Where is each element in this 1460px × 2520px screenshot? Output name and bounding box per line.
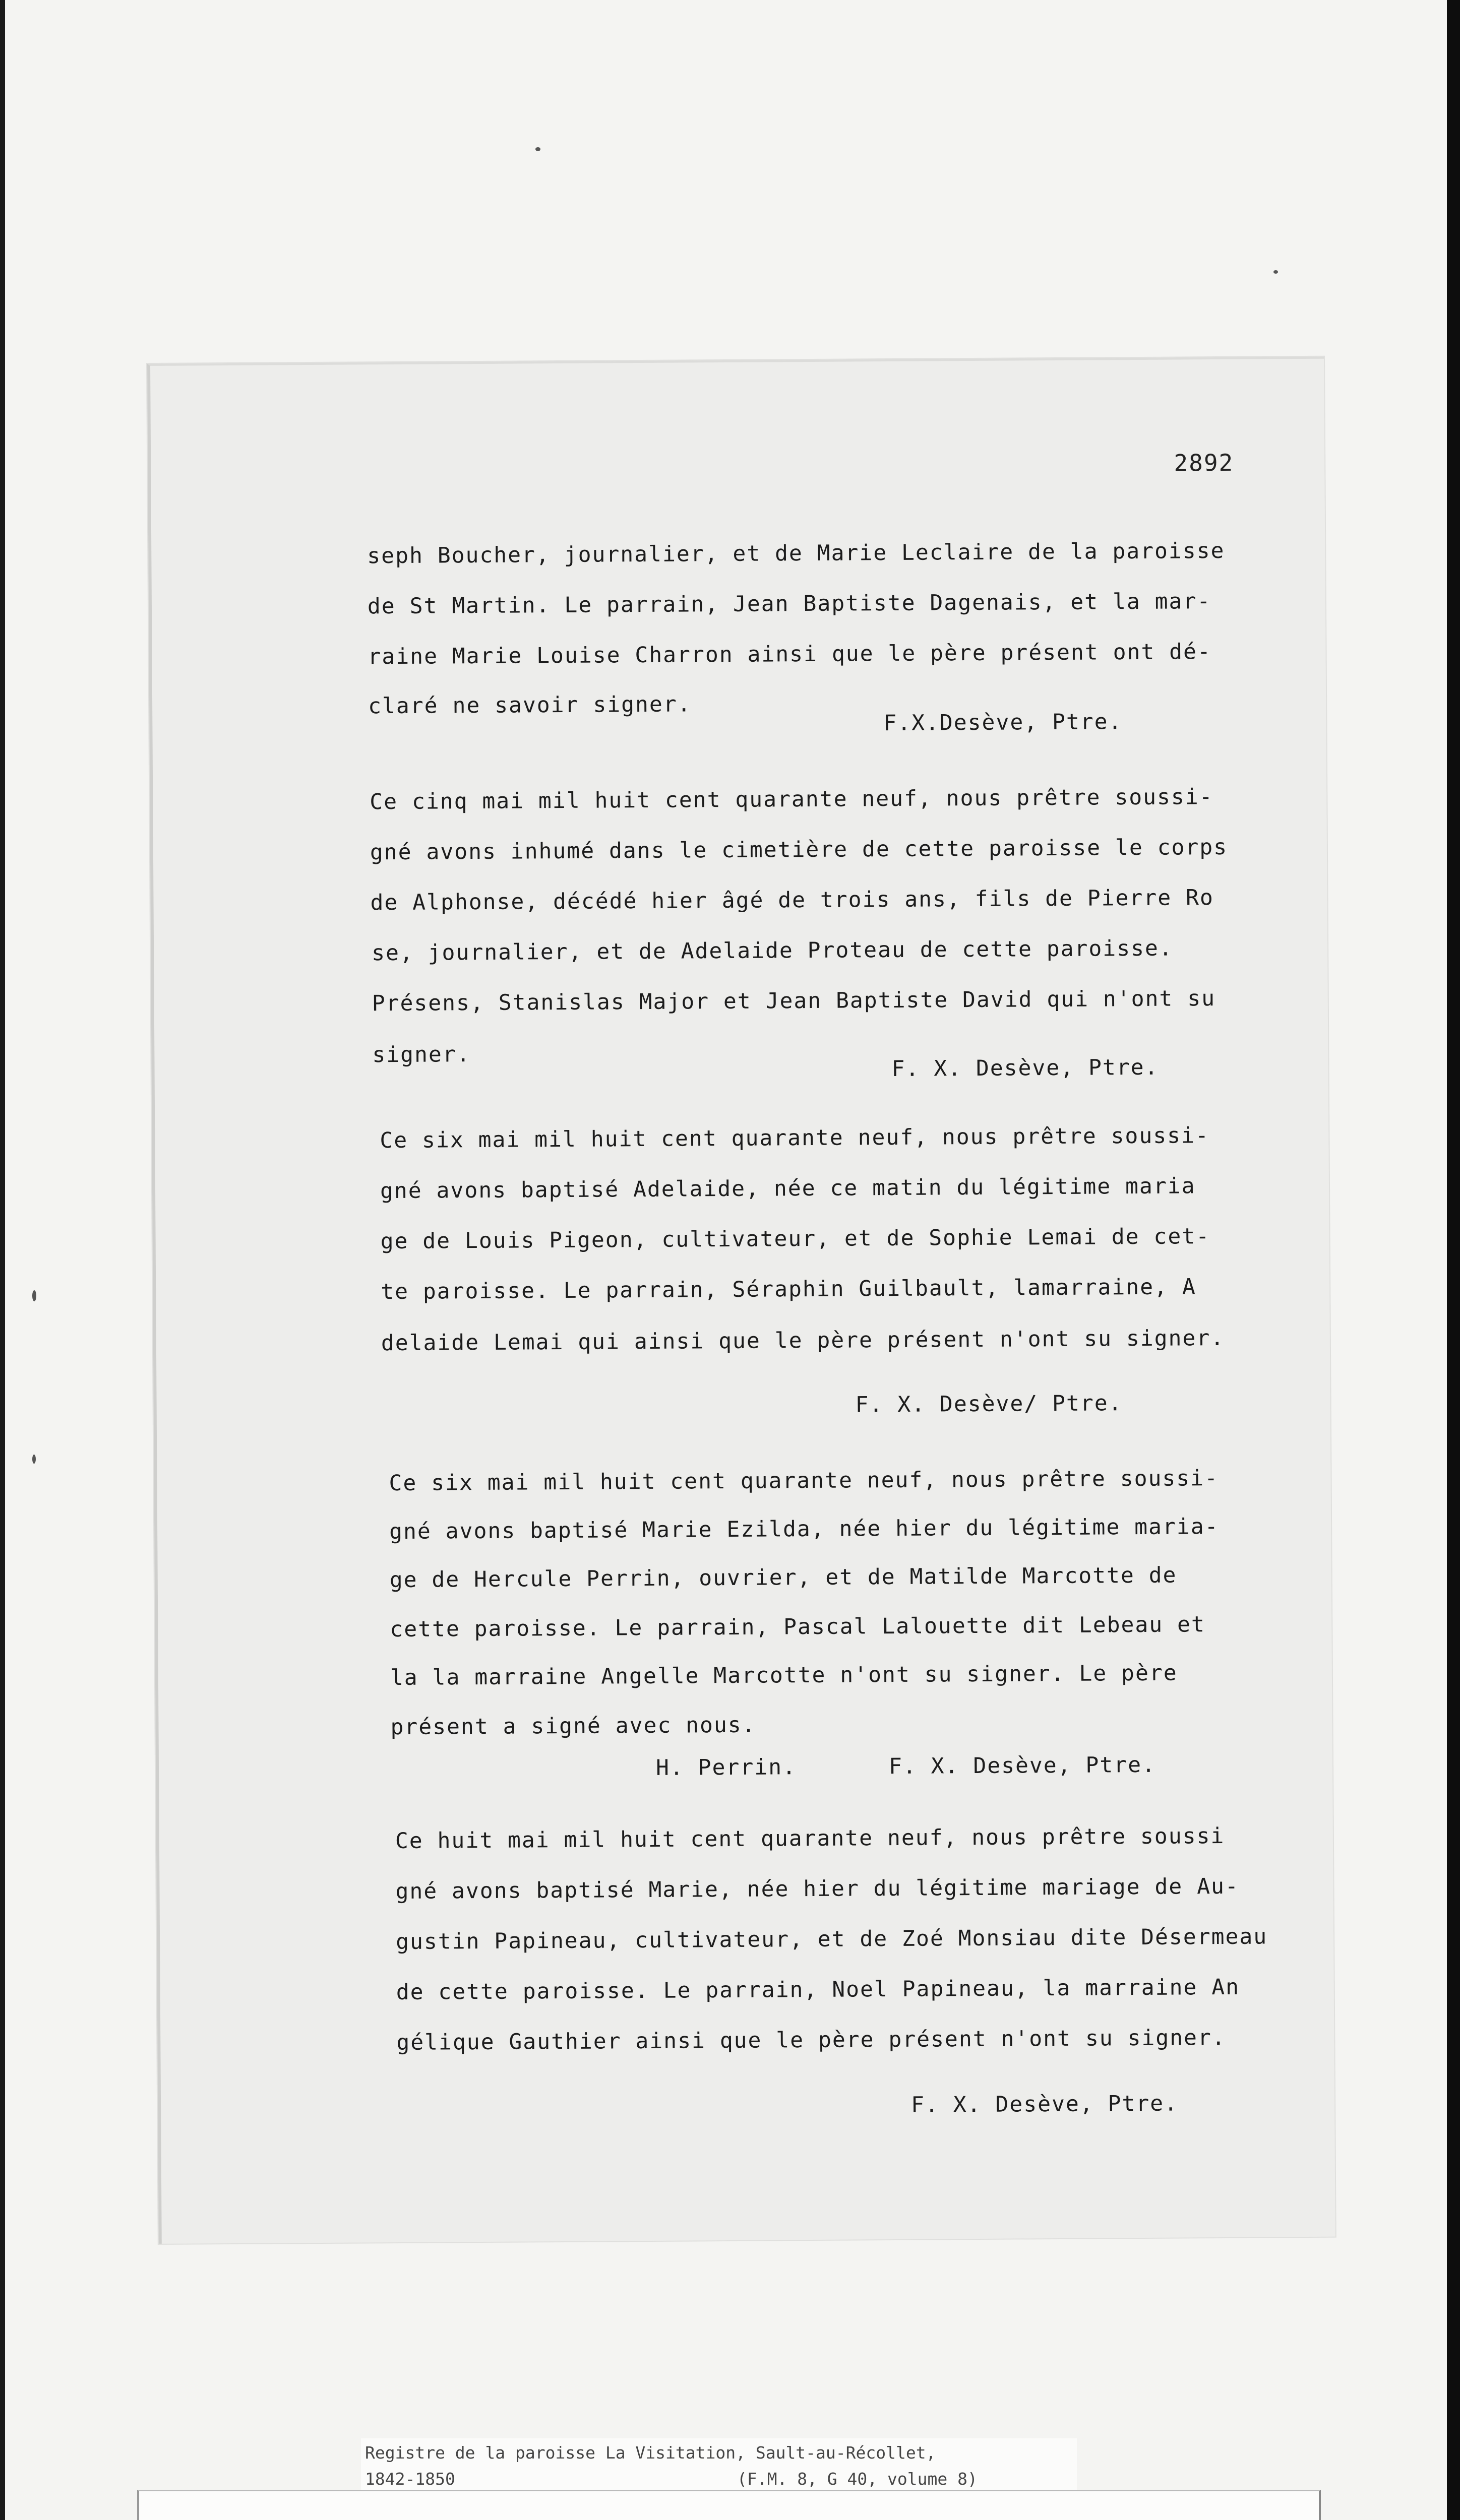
dust-speck [535,147,540,151]
text-line: Présens, Stanislas Major et Jean Baptiste David qui n'ont su [372,986,1216,1017]
register-entry-3 [155,1110,1328,1418]
register-label-slip [361,2438,1077,2497]
register-reference: (F.M. 8, G 40, volume 8) [737,2469,978,2489]
text-line: te paroisse. Le parrain, Séraphin Guilbault, lamarraine, A [381,1274,1196,1305]
text-line: de Alphonse, décédé hier âgé de trois ans, fils de Pierre Ro [370,885,1214,916]
text-line: se, journalier, et de Adelaide Proteau de cette paroisse. [371,935,1173,966]
text-line: delaide Lemai qui ainsi que le père présent n'ont su signer. [381,1325,1225,1356]
archives-stamp [137,2490,1321,2520]
text-line: de cette paroisse. Le parrain, Noel Papineau, la marraine An [396,1974,1240,2005]
film-edge [1447,0,1460,2520]
text-line: gustin Papineau, cultivateur, et de Zoé Monsiau dite Désermeau [395,1924,1268,1955]
priest-signature: F. X. Desève, Ptre. [891,1054,1159,1082]
page-number: 2892 [1174,449,1234,477]
priest-signature: F.X.Desève, Ptre. [883,709,1123,736]
text-line: Ce six mai mil huit cent quarante neuf, nous prêtre soussi- [389,1466,1219,1496]
witness-signature: H. Perrin. [655,1754,797,1781]
register-title: Registre de la paroisse La Visitation, Sault-au-Récollet, [365,2443,936,2463]
text-line: gné avons baptisé Marie, née hier du légitime mariage de Au- [395,1873,1239,1905]
text-line: présent a signé avec nous. [390,1712,756,1740]
text-line: raine Marie Louise Charron ainsi que le père présent ont dé- [368,639,1211,670]
text-line: la la marraine Angelle Marcotte n'ont su signer. Le père [390,1660,1178,1691]
register-entry-2 [153,771,1326,1082]
text-line: claré ne savoir signer. [368,691,692,719]
priest-signature: F. X. Desève/ Ptre. [855,1391,1123,1418]
register-page [147,357,1335,2244]
text-line: de St Martin. Le parrain, Jean Baptiste Dagenais, et la mar- [367,589,1211,619]
text-line: signer. [372,1042,471,1068]
text-line: gné avons baptisé Adelaide, née ce matin du légitime maria [380,1173,1196,1204]
text-line: cette paroisse. Le parrain, Pascal Lalouette dit Lebeau et [390,1612,1205,1643]
dust-speck [32,1290,36,1301]
register-date-range: 1842-1850 [365,2469,455,2489]
text-line: seph Boucher, journalier, et de Marie Leclaire de la paroisse [367,538,1225,569]
dust-speck [32,1455,36,1464]
text-line: ge de Hercule Perrin, ouvrier, et de Matilde Marcotte de [389,1562,1177,1593]
register-entry-4 [157,1453,1330,1781]
text-line: ge de Louis Pigeon, cultivateur, et de Sophie Lemai de cet- [380,1224,1210,1254]
text-line: Ce huit mai mil huit cent quarante neuf, nous prêtre soussi [395,1823,1225,1854]
text-line: Ce cinq mai mil huit cent quarante neuf, nous prêtre soussi- [370,784,1213,815]
text-line: gné avons inhumé dans le cimetière de cette paroisse le corps [370,834,1228,865]
priest-signature: F. X. Desève, Ptre. [888,1752,1157,1780]
text-line: gélique Gauthier ainsi que le père présent n'ont su signer. [396,2025,1226,2056]
dust-speck [1273,270,1278,274]
register-entry-5 [159,1810,1333,2118]
priest-signature: F. X. Desève, Ptre. [910,2091,1179,2118]
register-entry-1 [151,525,1325,736]
text-line: gné avons baptisé Marie Ezilda, née hier du légitime maria- [389,1514,1219,1545]
text-line: Ce six mai mil huit cent quarante neuf, nous prêtre soussi- [380,1123,1209,1154]
